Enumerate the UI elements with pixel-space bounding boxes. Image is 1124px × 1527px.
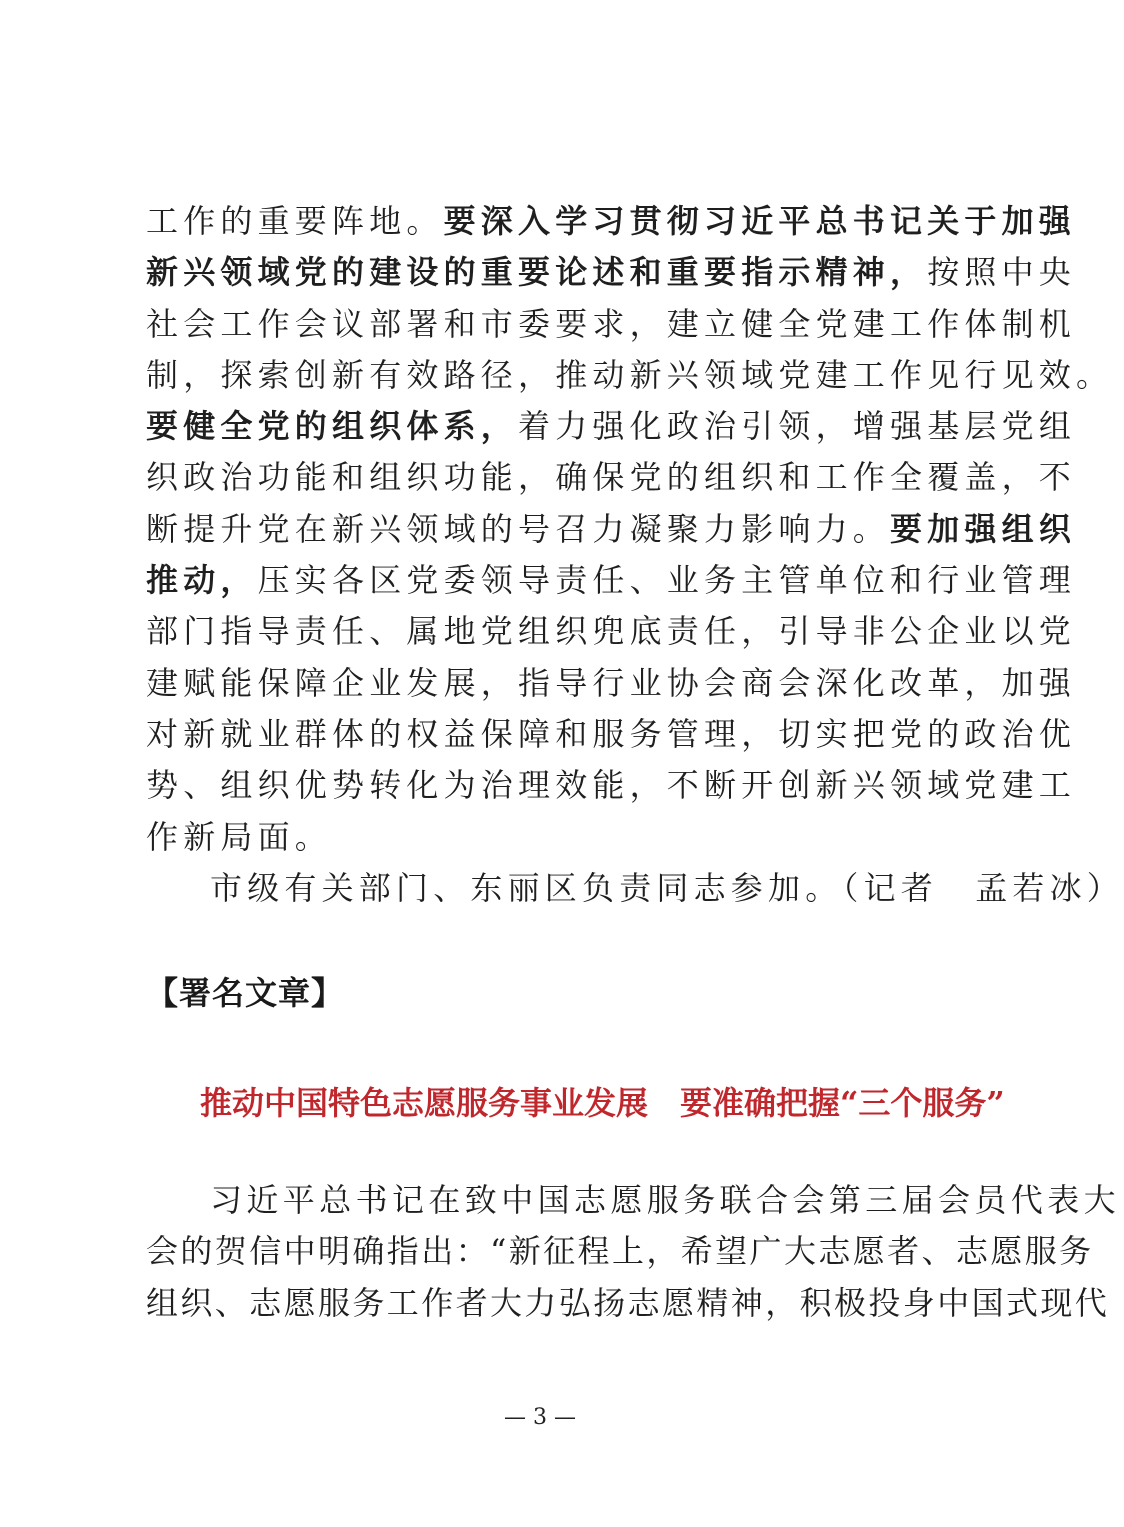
text-line: 断提升党在新兴领域的号召力凝聚力影响力。要加强组织 bbox=[146, 509, 1077, 548]
text-line: 作新局面。 bbox=[146, 817, 333, 856]
bold-emphasis: 要加强组织 bbox=[890, 509, 1077, 548]
bold-emphasis: 要深入学习贯彻习近平总书记关于加强 bbox=[443, 202, 1077, 240]
text-line: 要健全党的组织体系，着力强化政治引领，增强基层党组 bbox=[146, 407, 1077, 446]
section-label: 【署名文章】 bbox=[146, 974, 345, 1012]
text-line: 制，探索创新有效路径，推动新兴领域党建工作见行见效。 bbox=[146, 355, 1114, 394]
page-number: — 3 — bbox=[504, 1405, 576, 1430]
paragraph-3 bbox=[146, 1175, 1121, 1329]
bold-emphasis: 新兴领域党的建设的重要论述和重要指示精神， bbox=[146, 253, 928, 292]
text-line: 组织、志愿服务工作者大力弘扬志愿精神，积极投身中国式现代 bbox=[146, 1283, 1110, 1322]
text-line: 习近平总书记在致中国志愿服务联合会第三届会员代表大 bbox=[210, 1181, 1121, 1219]
bold-emphasis: 要健全党的组织体系， bbox=[146, 407, 519, 446]
text-line: 对新就业群体的权益保障和服务管理，切实把党的政治优 bbox=[146, 714, 1077, 753]
text-line: 新兴领域党的建设的重要论述和重要指示精神，按照中央 bbox=[146, 253, 1077, 292]
text-line: 社会工作会议部署和市委要求，建立健全党建工作体制机 bbox=[146, 304, 1077, 343]
bold-emphasis: 推动， bbox=[146, 561, 258, 600]
text-line: 工作的重要阵地。要深入学习贯彻习近平总书记关于加强 bbox=[146, 202, 1077, 240]
text-line: 建赋能保障企业发展，指导行业协会商会深化改革，加强 bbox=[146, 663, 1077, 702]
text-line: 织政治功能和组织功能，确保党的组织和工作全覆盖，不 bbox=[146, 458, 1077, 497]
paragraph-2: 市级有关部门、东丽区负责同志参加。（记者 孟若冰） bbox=[210, 868, 1124, 907]
paragraph-1 bbox=[146, 196, 1124, 914]
text-line: 部门指导责任、属地党组织兜底责任，引导非公企业以党 bbox=[146, 612, 1077, 651]
text-line: 会的贺信中明确指出：“新征程上，希望广大志愿者、志愿服务 bbox=[146, 1232, 1094, 1271]
article-title: 推动中国特色志愿服务事业发展 要准确把握“三个服务” bbox=[200, 1084, 1005, 1122]
text-line: 推动，压实各区党委领导责任、业务主管单位和行业管理 bbox=[146, 561, 1077, 600]
text-line: 势、组织优势转化为治理效能，不断开创新兴领域党建工 bbox=[146, 766, 1077, 805]
